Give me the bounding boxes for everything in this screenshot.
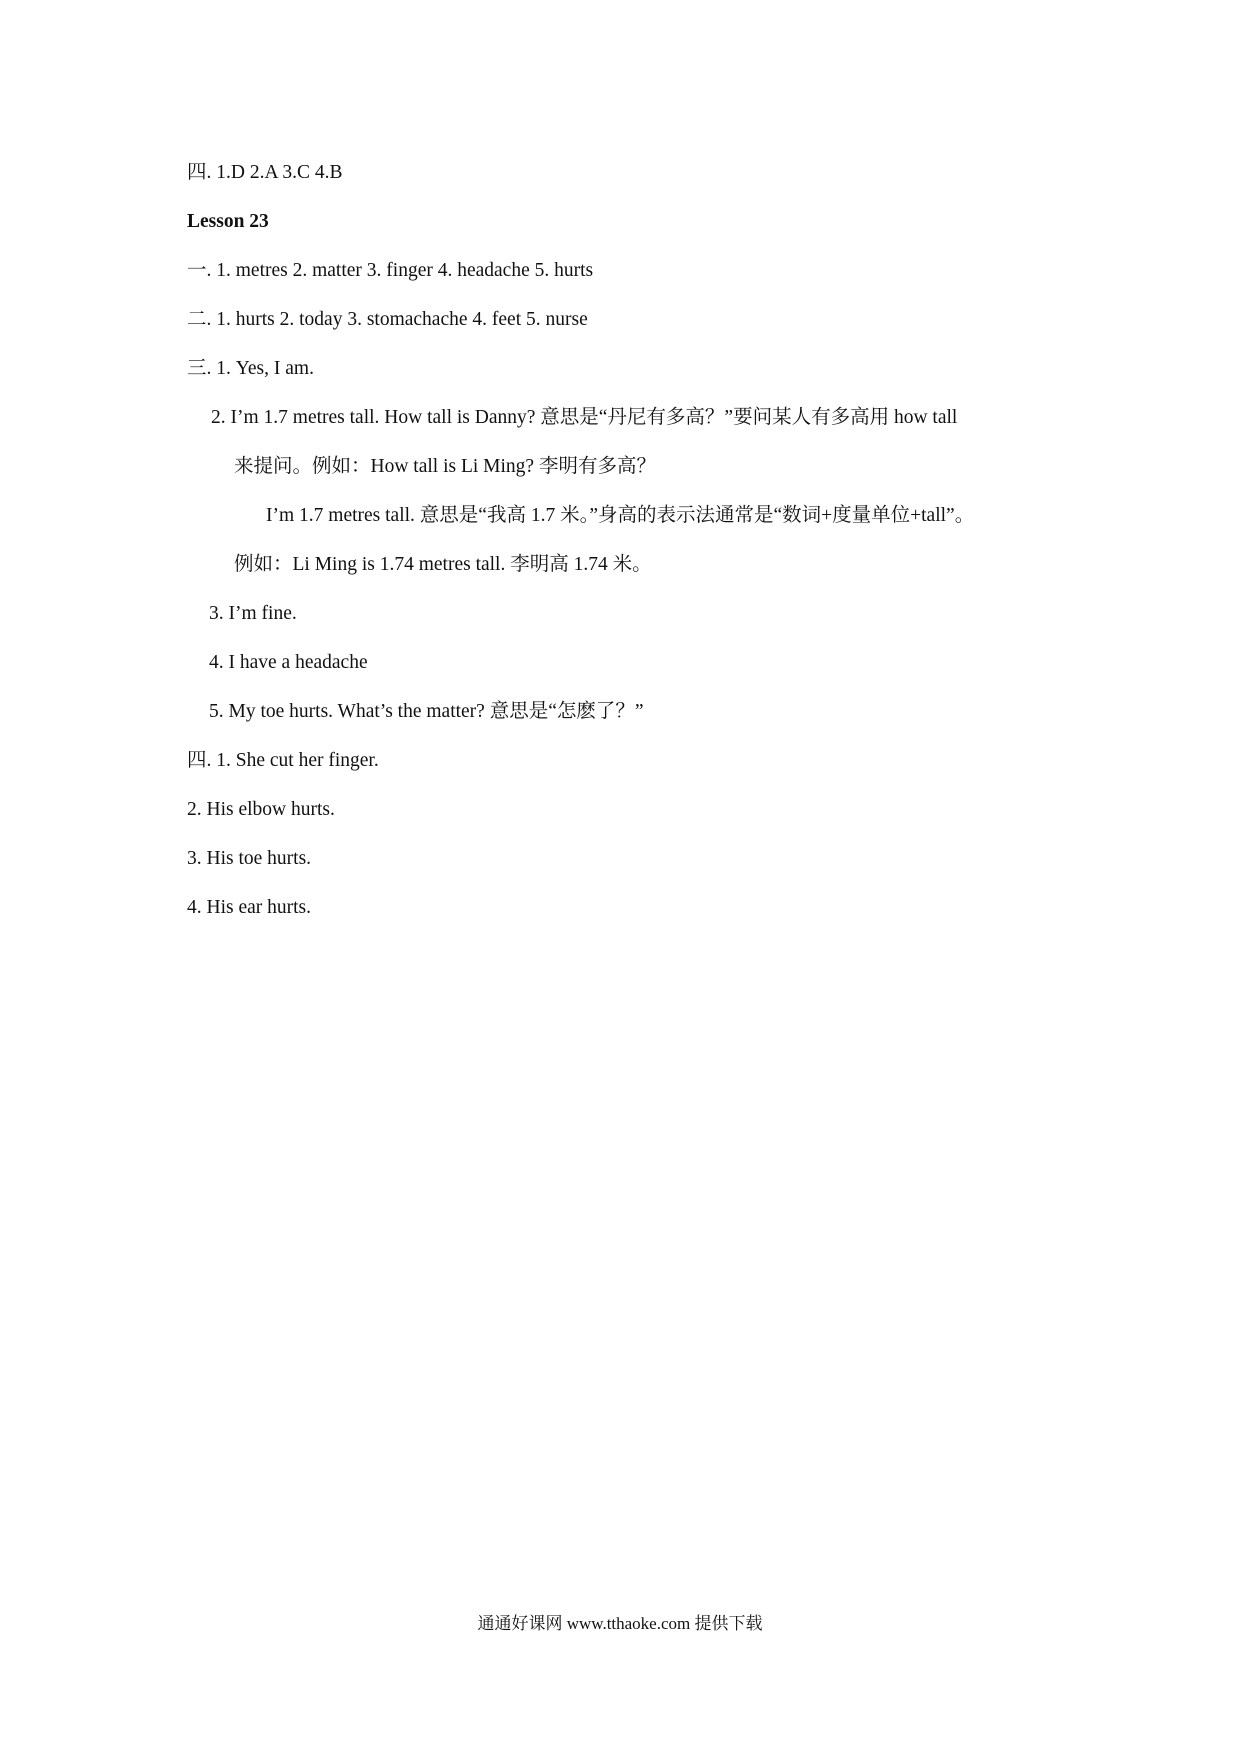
- answer-line: 来提问。例如：How tall is Li Ming? 李明有多高？: [234, 456, 656, 477]
- answer-line: 四. 1. She cut her finger.: [187, 750, 379, 771]
- answer-line: 4. I have a headache: [209, 652, 368, 673]
- answer-line: 三. 1. Yes, I am.: [187, 358, 314, 379]
- answer-line: 二. 1. hurts 2. today 3. stomachache 4. feet 5. nurse: [187, 309, 588, 330]
- answer-line: 3. I’m fine.: [209, 603, 297, 624]
- answer-line: 一. 1. metres 2. matter 3. finger 4. headache 5. hurts: [187, 260, 594, 281]
- answer-line: 3. His toe hurts.: [187, 848, 312, 869]
- answer-line: 2. I’m 1.7 metres tall. How tall is Danny? 意思是“丹尼有多高？”要问某人有多高用 how tall: [211, 407, 958, 428]
- answer-line: 5. My toe hurts. What’s the matter? 意思是“怎麽了？”: [209, 701, 644, 722]
- answer-line: 4. His ear hurts.: [187, 897, 312, 918]
- answer-line: 例如：Li Ming is 1.74 metres tall. 李明高 1.74 米。: [234, 554, 652, 575]
- answer-line: I’m 1.7 metres tall. 意思是“我高 1.7 米。”身高的表示法通常是“数词+度量单位+tall”。: [266, 505, 975, 526]
- answer-line: 2. His elbow hurts.: [187, 799, 335, 820]
- lesson-heading: Lesson 23: [187, 211, 269, 232]
- answer-line: 四. 1.D 2.A 3.C 4.B: [187, 162, 343, 183]
- page-footer: 通通好课网 www.tthaoke.com 提供下载: [477, 1614, 763, 1633]
